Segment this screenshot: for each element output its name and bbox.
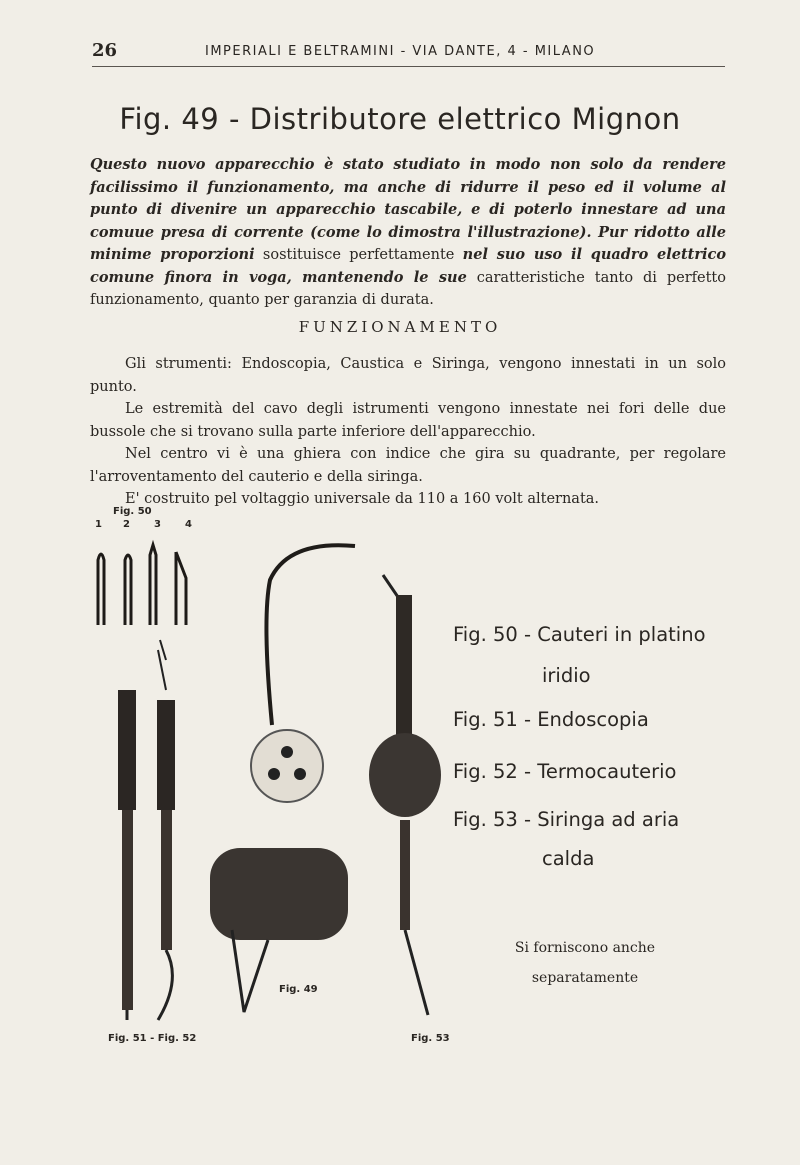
legend-fig53: Fig. 53 - Siringa ad aria	[453, 808, 680, 831]
fig53-caption: Fig. 53	[411, 1033, 450, 1044]
fig50-caption: Fig. 50	[113, 506, 152, 517]
availability-note	[495, 933, 675, 993]
section-heading: FUNZIONAMENTO	[298, 318, 502, 336]
body-paragraph: E' costruito pel voltaggio universale da 110 a 160 volt alternata.	[125, 491, 600, 507]
fig51-52-caption: Fig. 51 - Fig. 52	[108, 1033, 197, 1044]
fig50-number: 2	[123, 519, 130, 530]
distributor-figure	[210, 545, 355, 1012]
body-paragraph: Nel centro vi è una ghiera con indice che gira su quadrante, per regolare l'arroventamento del cauterio e della siringa.	[90, 446, 726, 485]
syringe-figure	[369, 575, 441, 1015]
fig50-number: 4	[185, 519, 192, 530]
legend-fig50: Fig. 50 - Cauteri in platino	[453, 623, 706, 646]
page-number: 26	[92, 40, 118, 61]
note-line: separatamente	[531, 970, 639, 986]
cautery-tips-figure	[98, 545, 186, 625]
legend-fig50-cont: iridio	[542, 664, 591, 687]
endoscope-handles-figure	[118, 640, 175, 1020]
body-paragraph: Gli strumenti: Endoscopia, Caustica e Siringa, vengono innestati in un solo punto.	[90, 356, 726, 395]
running-header: IMPERIALI E BELTRAMINI - VIA DANTE, 4 - MILANO	[205, 44, 596, 59]
legend-fig51: Fig. 51 - Endoscopia	[453, 708, 649, 731]
fig50-number: 1	[95, 519, 102, 530]
body-paragraph: Le estremità del cavo degli istrumenti vengono innestate nei fori delle due bussole che si trovano sulla parte inferiore dell'apparecchio.	[90, 401, 726, 440]
intro-text: sostituisce perfettamente	[254, 247, 463, 263]
legend-fig52: Fig. 52 - Termocauterio	[453, 760, 677, 783]
fig49-caption: Fig. 49	[279, 984, 318, 995]
intro-text-2: caratteristiche tanto di perfetto funzionamento, quanto per garanzia di durata.	[90, 269, 726, 308]
intro-italic: Questo nuovo apparecchio è stato studiato in modo non solo da rendere facilissimo il funzionamento, ma anche di ridurre il peso ed il volume al punto di divenire un apparecchio tascabile, e di poterlo innestare ad una comuue presa di corrente (come lo dimostra l'illustrazione). Pur ridotto alle minime proporzioni	[90, 156, 726, 263]
note-line: Si forniscono anche	[514, 940, 656, 956]
page-title: Fig. 49 - Distributore elettrico Mignon	[119, 102, 681, 136]
intro-italic-2: nel suo uso il quadro elettrico comune finora in voga, mantenendo le sue	[90, 246, 726, 286]
fig50-number: 3	[154, 519, 161, 530]
legend-fig53-cont: calda	[542, 847, 595, 870]
